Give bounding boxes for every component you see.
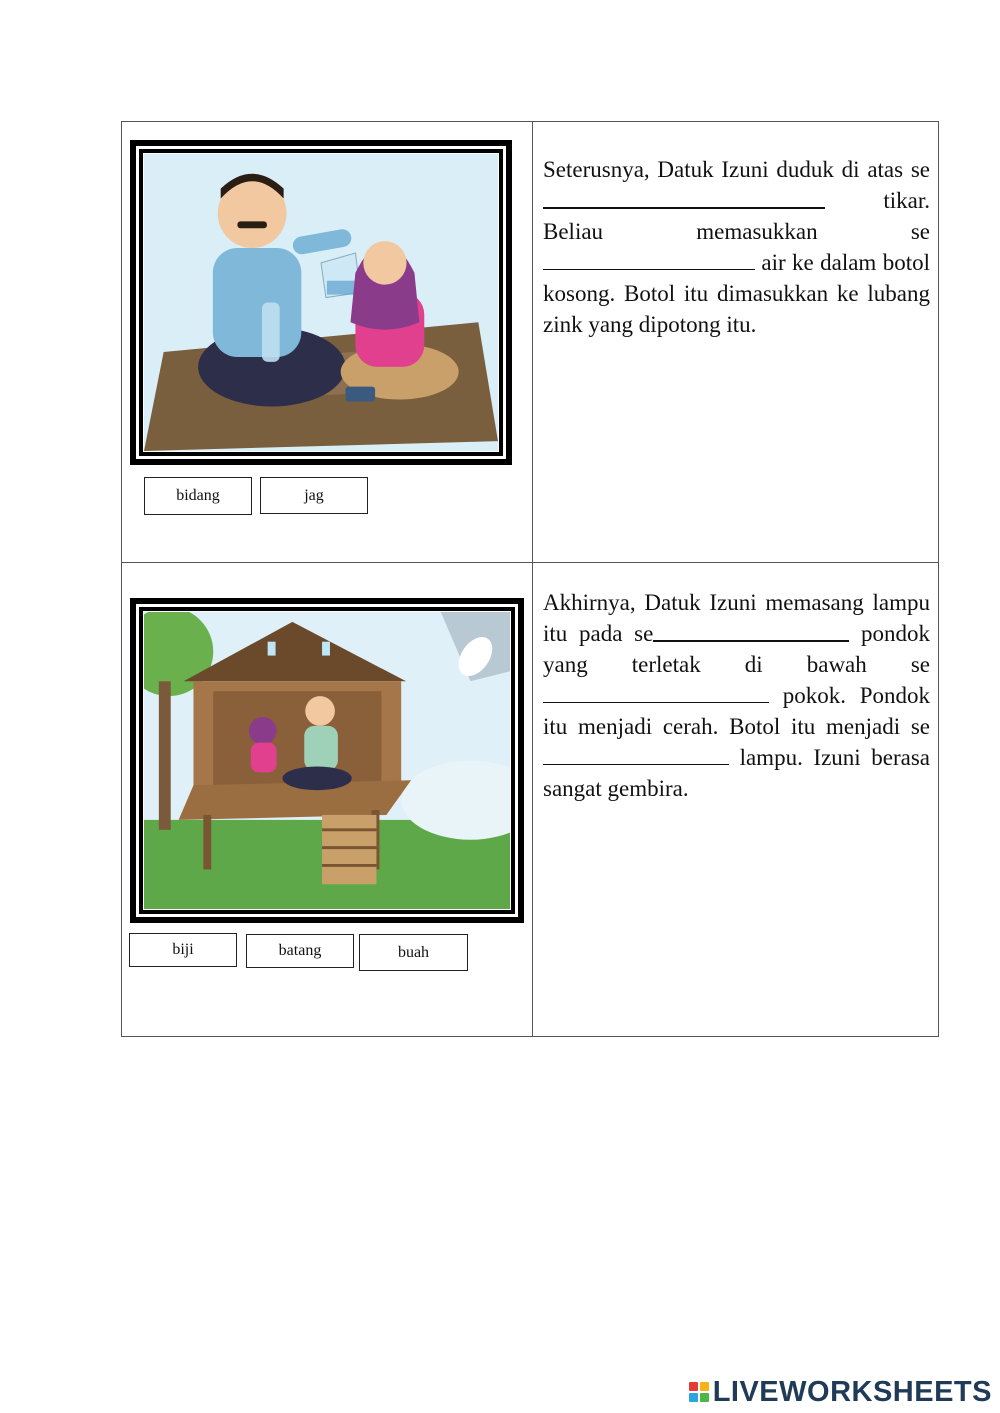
pouring-water-drawing [144,154,498,451]
answer-blank-5[interactable] [543,742,729,765]
passage-text: Seterusnya, Datuk Izuni duduk di atas se [543,157,930,182]
hut-drawing [144,612,510,909]
word-option-jag[interactable]: jag [260,477,368,514]
answer-blank-3[interactable] [653,618,849,642]
passage-text: Akhirnya, Datuk Izuni memasang lampu itu pada se [543,590,930,646]
answer-blank-1[interactable] [543,185,825,209]
worksheet-table [121,121,939,1037]
passage-text: pokok. Pondok itu menjadi cerah. Botol itu menjadi se [543,683,930,739]
passage-text: air ke dalam botol kosong. Botol itu dimasukkan ke lubang zink yang dipotong itu. [543,250,930,337]
brand-name: LIVEWORKSHEETS [712,1375,992,1408]
word-option-biji[interactable]: biji [129,933,237,967]
illustration-hut [130,598,524,923]
answer-blank-2[interactable] [543,247,755,270]
column-divider [532,122,533,1036]
passage-row-1 [543,154,930,340]
row-divider [122,562,938,563]
liveworksheets-brand [689,1375,992,1409]
passage-text: tikar. Beliau memasukkan se [543,188,930,244]
passage-text: pondok yang terletak di bawah se [543,621,931,677]
word-option-batang[interactable]: batang [246,934,354,968]
illustration-pouring-water [130,140,512,465]
liveworksheets-logo-icon [689,1382,709,1402]
passage-text: lampu. Izuni berasa sangat gembira. [543,745,930,801]
word-option-bidang[interactable]: bidang [144,477,252,515]
answer-blank-4[interactable] [543,680,769,703]
passage-row-2 [543,587,930,804]
word-option-buah[interactable]: buah [359,934,468,971]
